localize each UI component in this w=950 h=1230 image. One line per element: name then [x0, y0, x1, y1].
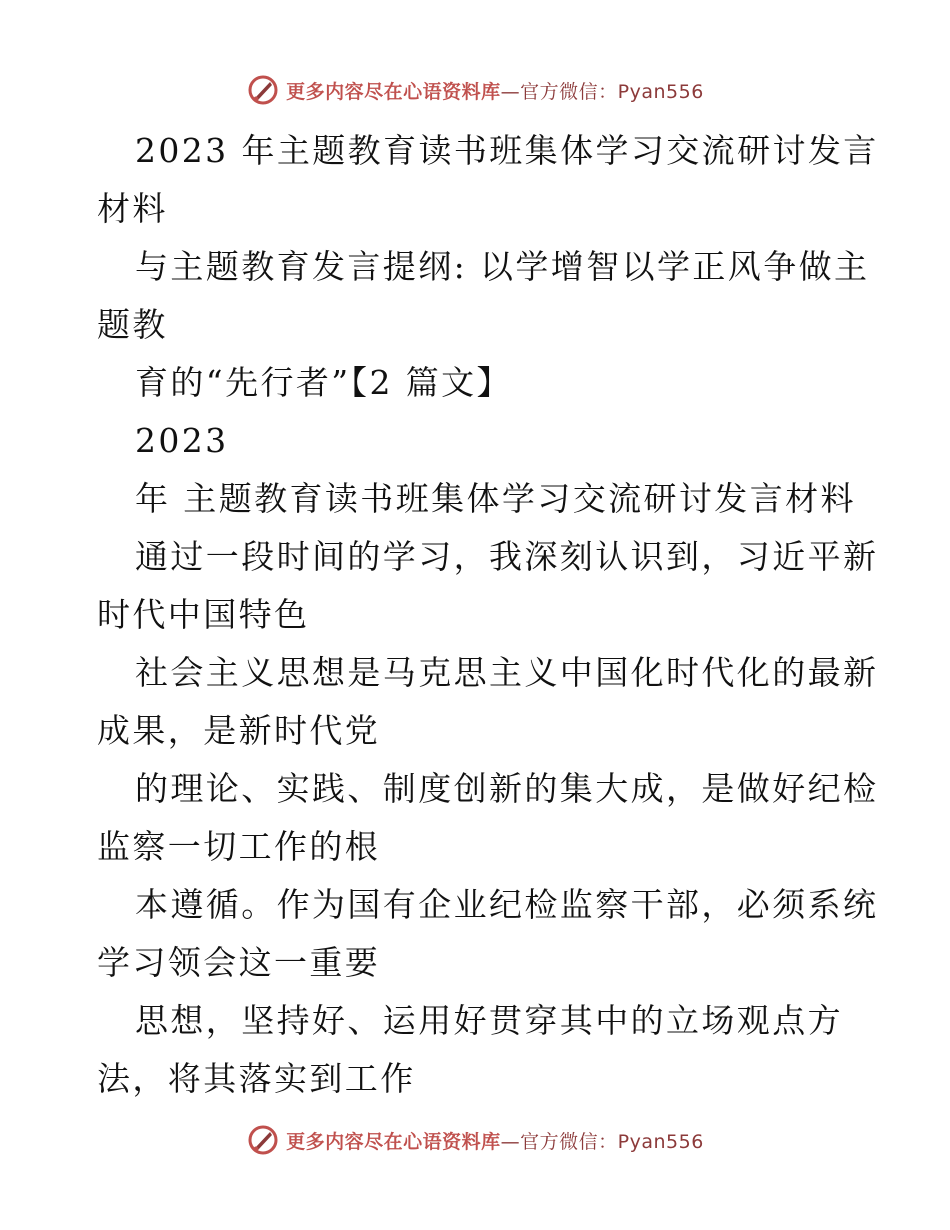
watermark-official: —官方微信：Pyan556	[500, 1130, 704, 1153]
watermark-brand: 更多内容尽在心语资料库	[286, 80, 501, 103]
paragraph-line: 成果，是新时代党	[97, 711, 381, 750]
paragraph-line: 通过一段时间的学习，我深刻认识到，习近平新	[135, 537, 879, 576]
watermark-text	[286, 77, 704, 104]
watermark-text	[286, 1127, 704, 1154]
title-line-2: 材料	[97, 189, 168, 228]
quill-logo-icon	[246, 73, 280, 107]
quill-logo-icon	[246, 1123, 280, 1157]
header-watermark	[0, 70, 950, 110]
section-heading: 年 主题教育读书班集体学习交流研讨发言材料	[135, 479, 856, 518]
footer-watermark	[0, 1120, 950, 1160]
title-line-1: 2023 年主题教育读书班集体学习交流研讨发言	[135, 131, 879, 170]
subtitle-line-1: 与主题教育发言提纲: 以学增智以学正风争做主	[135, 247, 870, 286]
paragraph-line: 的理论、实践、制度创新的集大成，是做好纪检	[135, 769, 879, 808]
section-year: 2023	[135, 421, 229, 460]
paragraph-line: 时代中国特色	[97, 595, 310, 634]
subtitle-line-3: 育的“先行者”【2 篇文】	[135, 363, 512, 402]
watermark-brand: 更多内容尽在心语资料库	[286, 1130, 501, 1153]
subtitle-line-2: 题教	[97, 305, 168, 344]
watermark-official: —官方微信：Pyan556	[500, 80, 704, 103]
paragraph-line: 社会主义思想是马克思主义中国化时代化的最新	[135, 653, 879, 692]
paragraph-line: 法，将其落实到工作	[97, 1059, 416, 1098]
paragraph-line: 思想，坚持好、运用好贯穿其中的立场观点方	[135, 1001, 843, 1040]
paragraph-line: 监察一切工作的根	[97, 827, 381, 866]
paragraph-line: 学习领会这一重要	[97, 943, 381, 982]
document-body	[97, 122, 879, 1108]
paragraph-line: 本遵循。作为国有企业纪检监察干部，必须系统	[135, 885, 879, 924]
